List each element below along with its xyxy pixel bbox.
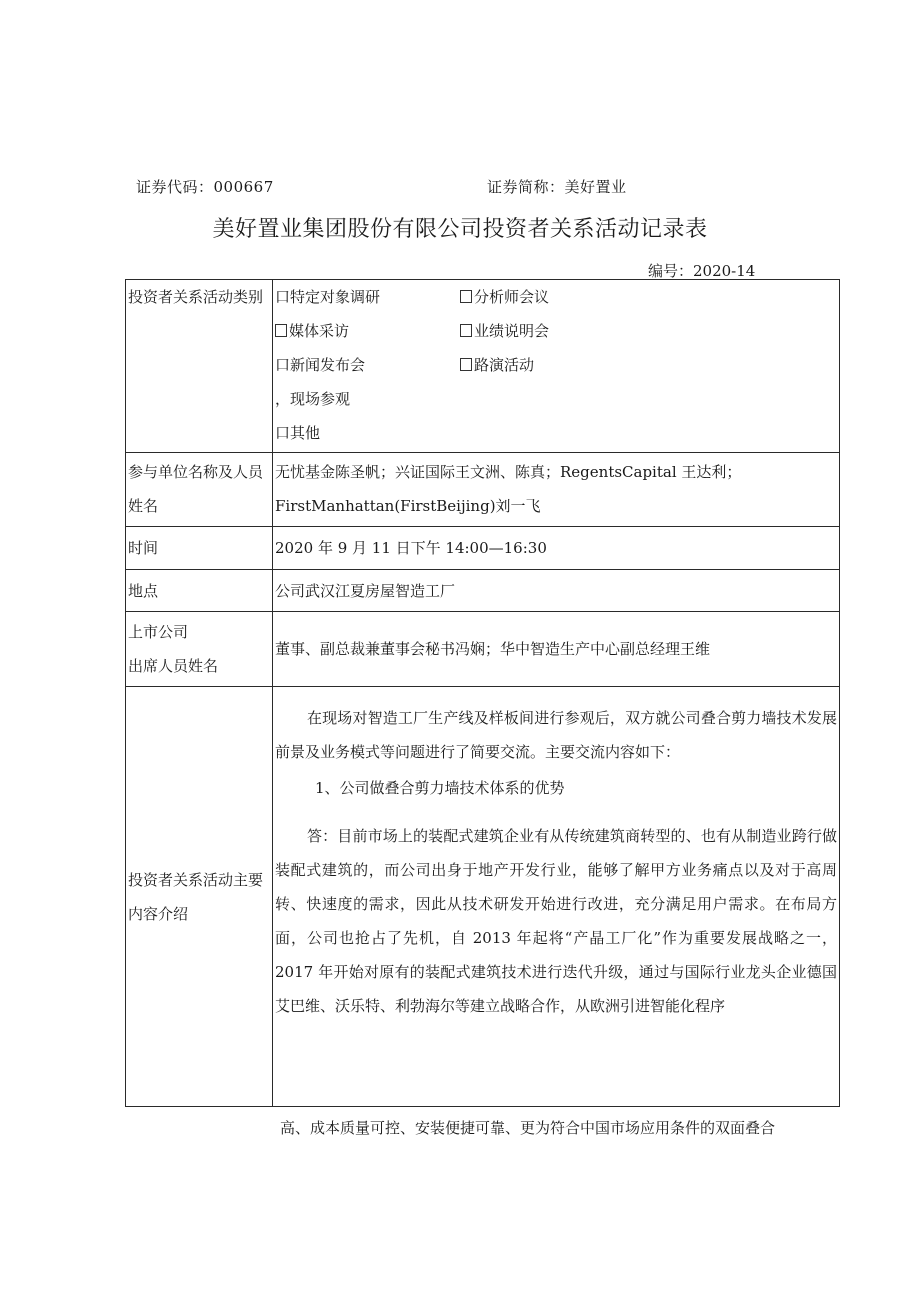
checkbox-other: 口其他 — [275, 424, 321, 442]
checkbox-analyst-meeting: 分析师会议 — [460, 280, 549, 314]
content-body — [273, 687, 840, 1107]
category-label: 投资者关系活动类别 — [126, 280, 273, 453]
location-label: 地点 — [126, 570, 273, 612]
continuation-text: 高、成本质量可控、安装便捷可靠、更为符合中国市场应用条件的双面叠合 — [280, 1119, 776, 1137]
security-short-name: 证券简称：美好置业 — [487, 178, 627, 196]
checkbox-specific-research: 口特定对象调研 — [275, 288, 381, 306]
row-time — [126, 527, 840, 570]
checkbox-media-interview: 媒体采访 — [275, 314, 349, 348]
checkbox-earnings-call: 业绩说明会 — [460, 314, 549, 348]
attendees-label: 上市公司 出席人员姓名 — [126, 612, 273, 687]
checkbox-roadshow: 路演活动 — [460, 348, 534, 382]
option-site-visit: ，现场参观 — [275, 390, 351, 408]
location-value: 公司武汉江夏房屋智造工厂 — [273, 570, 840, 612]
category-options — [273, 280, 840, 453]
checkbox-press-conference: 口新闻发布会 — [275, 356, 366, 374]
security-code: 证券代码：000667 — [136, 178, 274, 196]
checkbox-square-icon — [275, 324, 287, 337]
checkbox-square-icon — [460, 290, 472, 303]
content-label: 投资者关系活动主要内容介绍 — [126, 687, 273, 1107]
checkbox-square-icon — [460, 324, 472, 337]
row-attendees — [126, 612, 840, 687]
activity-record-table — [125, 279, 840, 1107]
participants-value: 无忧基金陈圣帆；兴证国际王文洲、陈真；RegentsCapital 王达利； FirstManhattan(FirstBeijing)刘一飞 — [273, 453, 840, 527]
time-value: 2020 年 9 月 11 日下午 14:00—16:30 — [273, 527, 840, 570]
page-title: 美好置业集团股份有限公司投资者关系活动记录表 — [212, 217, 708, 242]
content-answer-1: 答：目前市场上的装配式建筑企业有从传统建筑商转型的、也有从制造业跨行做装配式建筑的，而公司出身于地产开发行业，能够了解甲方业务痛点以及对于高周转、快速度的需求，因此从技术研发开始进行改进，充分满足用户需求。在布局方面，公司也抢占了先机，自 2013 年起将“产晶工厂化”作为重要发展战略之一，2017 年开始对原有的装配式建筑技术进行迭代升级，通过与国际行业龙头企业德国艾巴维、沃乐特、利勃海尔等建立战略合作，从欧洲引进智能化程序 — [275, 827, 837, 1015]
row-participants — [126, 453, 840, 527]
participants-label: 参与单位名称及人员姓名 — [126, 453, 273, 527]
time-label: 时间 — [126, 527, 273, 570]
checkbox-square-icon — [460, 358, 472, 371]
content-question-1: 1、公司做叠合剪力墙技术体系的优势 — [315, 779, 565, 797]
content-intro: 在现场对智造工厂生产线及样板间进行参观后，双方就公司叠合剪力墙技术发展前景及业务模式等问题进行了简要交流。主要交流内容如下： — [275, 709, 837, 761]
document-number: 编号：2020-14 — [648, 262, 756, 280]
row-main-content — [126, 687, 840, 1107]
row-location — [126, 570, 840, 612]
attendees-value: 董事、副总裁兼董事会秘书冯娴；华中智造生产中心副总经理王维 — [273, 612, 840, 687]
row-activity-category — [126, 280, 840, 453]
